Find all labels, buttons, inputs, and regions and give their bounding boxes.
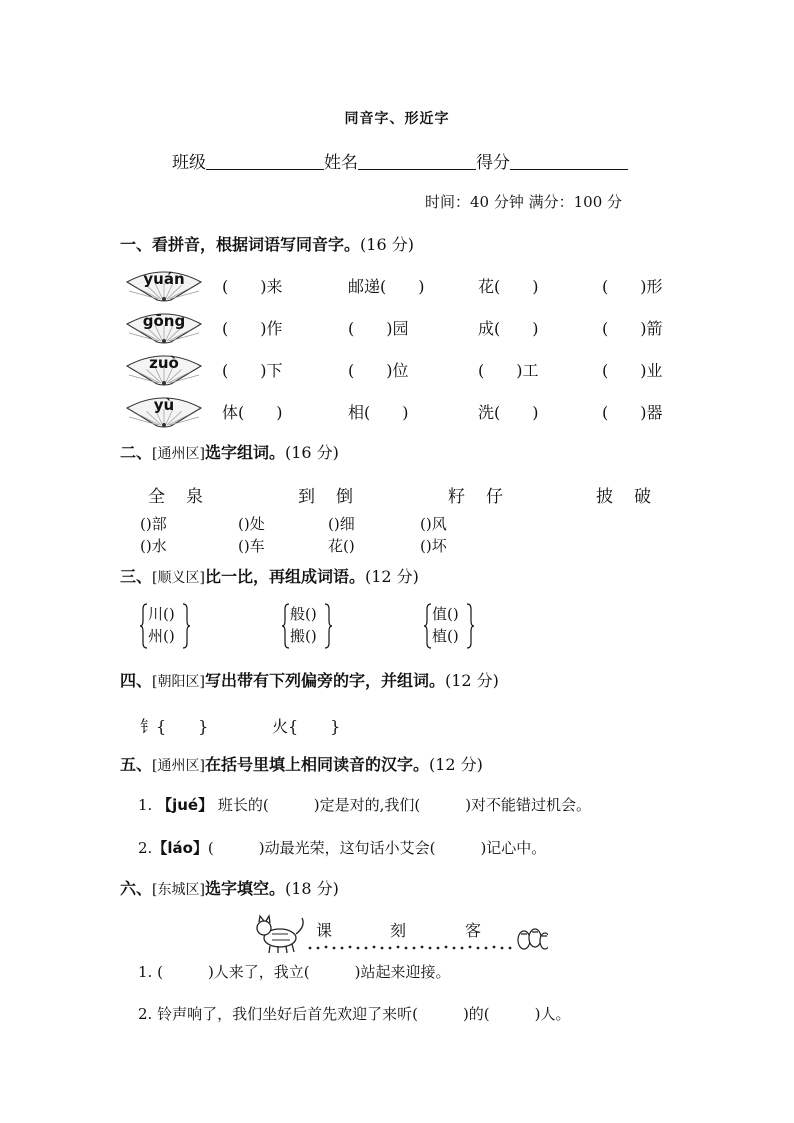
s2-chars-3: 籽 仔 <box>448 487 505 507</box>
homophone-blank[interactable]: ( )作 <box>222 319 283 338</box>
s2-word-3a[interactable]: ()细 <box>328 515 355 533</box>
class-label: 班级 <box>172 153 206 173</box>
page-title: 同音字、形近字 <box>344 111 450 127</box>
compare-word-top[interactable]: 值() <box>432 605 459 623</box>
s2-chars-2: 到 倒 <box>298 487 355 507</box>
pinyin-label: yù <box>153 396 175 414</box>
homophone-blank[interactable]: 邮递( ) <box>348 277 425 296</box>
homophone-blank[interactable]: 洗( ) <box>478 403 539 422</box>
radical-fire-blank[interactable]: 火{ } <box>272 717 341 736</box>
footprints-icon <box>518 929 548 949</box>
homophone-blank[interactable]: ( )箭 <box>602 319 663 338</box>
right-brace <box>466 603 474 649</box>
compare-word-bottom[interactable]: 搬() <box>290 627 317 645</box>
s6-question-2: 2. 铃声响了，我们坐好后首先欢迎了来听( )的( )人。 <box>138 1005 571 1023</box>
score-blank[interactable] <box>510 153 628 170</box>
s2-word-4b[interactable]: ()坏 <box>420 537 447 555</box>
homophone-blank[interactable]: ( )下 <box>222 361 283 380</box>
fan-pinyin-badge <box>125 268 203 302</box>
s6-q1-text[interactable]: ( )人来了，我立( )站起来迎接。 <box>157 963 451 981</box>
student-info-line <box>172 148 628 173</box>
homophone-blank[interactable]: ( )器 <box>602 403 663 422</box>
s2-chars-4: 披 破 <box>596 487 653 507</box>
right-brace <box>324 603 332 649</box>
compare-word-top[interactable]: 般() <box>290 605 317 623</box>
s6-q2-text[interactable]: 铃声响了，我们坐好后首先欢迎了来听( )的( )人。 <box>157 1005 571 1023</box>
right-brace <box>182 603 190 649</box>
s2-word-3b[interactable]: 花() <box>328 537 355 555</box>
option-char-1: 课 <box>316 921 333 940</box>
homophone-blank[interactable]: ( )来 <box>222 277 283 296</box>
fan-pinyin-badge <box>125 310 203 344</box>
homophone-blank[interactable]: ( )位 <box>348 361 409 380</box>
name-blank[interactable] <box>358 153 476 170</box>
s5-question-2: 2.【láo】( )动最光荣，这句话小艾会( )记心中。 <box>138 839 547 857</box>
pinyin-label: yuán <box>143 270 185 288</box>
section-6-heading: 六、[东城区]选字填空。(18 分) <box>120 879 339 898</box>
homophone-blank[interactable]: ( )园 <box>348 319 409 338</box>
left-brace <box>282 603 290 649</box>
section-3-heading: 三、[顺义区]比一比，再组成词语。(12 分) <box>120 567 419 586</box>
homophone-blank[interactable]: 成( ) <box>478 319 539 338</box>
left-brace <box>424 603 432 649</box>
pinyin-label: gōng <box>142 312 186 330</box>
pinyin-label: zuò <box>149 354 179 372</box>
homophone-blank[interactable]: 相( ) <box>348 403 409 422</box>
s2-word-2a[interactable]: ()处 <box>238 515 265 533</box>
compare-word-top[interactable]: 川() <box>148 605 175 623</box>
section-5-heading: 五、[通州区]在括号里填上相同读音的汉字。(12 分) <box>120 755 483 774</box>
homophone-blank[interactable]: 体( ) <box>222 403 283 422</box>
homophone-blank[interactable]: ( )形 <box>602 277 663 296</box>
compare-word-bottom[interactable]: 州() <box>148 627 175 645</box>
s5-q1-pinyin: 【jué】 <box>157 796 214 814</box>
compare-word-bottom[interactable]: 植() <box>432 627 459 645</box>
cat-icon <box>257 916 303 953</box>
score-label: 得分 <box>476 153 510 173</box>
name-label: 姓名 <box>324 153 358 173</box>
section-1-heading: 一、看拼音，根据词语写同音字。(16 分) <box>120 235 414 254</box>
homophone-blank[interactable]: ( )业 <box>602 361 663 380</box>
option-char-3: 客 <box>465 921 482 940</box>
s5-q2-text[interactable]: ( )动最光荣，这句话小艾会( )记心中。 <box>207 839 547 857</box>
dotted-trail <box>309 946 512 950</box>
option-char-2: 刻 <box>390 921 407 940</box>
s2-word-1b[interactable]: ()水 <box>140 537 167 555</box>
radical-metal-blank[interactable]: 钅{ } <box>140 717 209 736</box>
s5-q1-text[interactable]: 班长的( )定是对的,我们( )对不能错过机会。 <box>217 796 592 814</box>
time-and-score: 时间：40 分钟 满分：100 分 <box>425 193 623 211</box>
section-2-heading: 二、[通州区]选字组词。(16 分) <box>120 443 339 462</box>
s6-question-1: 1. ( )人来了，我立( )站起来迎接。 <box>138 963 451 981</box>
s2-word-1a[interactable]: ()部 <box>140 515 167 533</box>
homophone-blank[interactable]: 花( ) <box>478 277 539 296</box>
fan-pinyin-badge <box>125 394 203 428</box>
s2-chars-1: 全 泉 <box>148 487 205 507</box>
section-4-heading: 四、[朝阳区]写出带有下列偏旁的字，并组词。(12 分) <box>120 671 499 690</box>
s5-question-1: 1. 【jué】 班长的( )定是对的,我们( )对不能错过机会。 <box>138 796 592 814</box>
fan-pinyin-badge <box>125 352 203 386</box>
class-blank[interactable] <box>206 153 324 170</box>
s5-q2-pinyin: 【láo】 <box>152 839 208 857</box>
homophone-blank[interactable]: ( )工 <box>478 361 539 380</box>
s2-word-4a[interactable]: ()风 <box>420 515 447 533</box>
s2-word-2b[interactable]: ()车 <box>238 537 265 555</box>
left-brace <box>140 603 148 649</box>
